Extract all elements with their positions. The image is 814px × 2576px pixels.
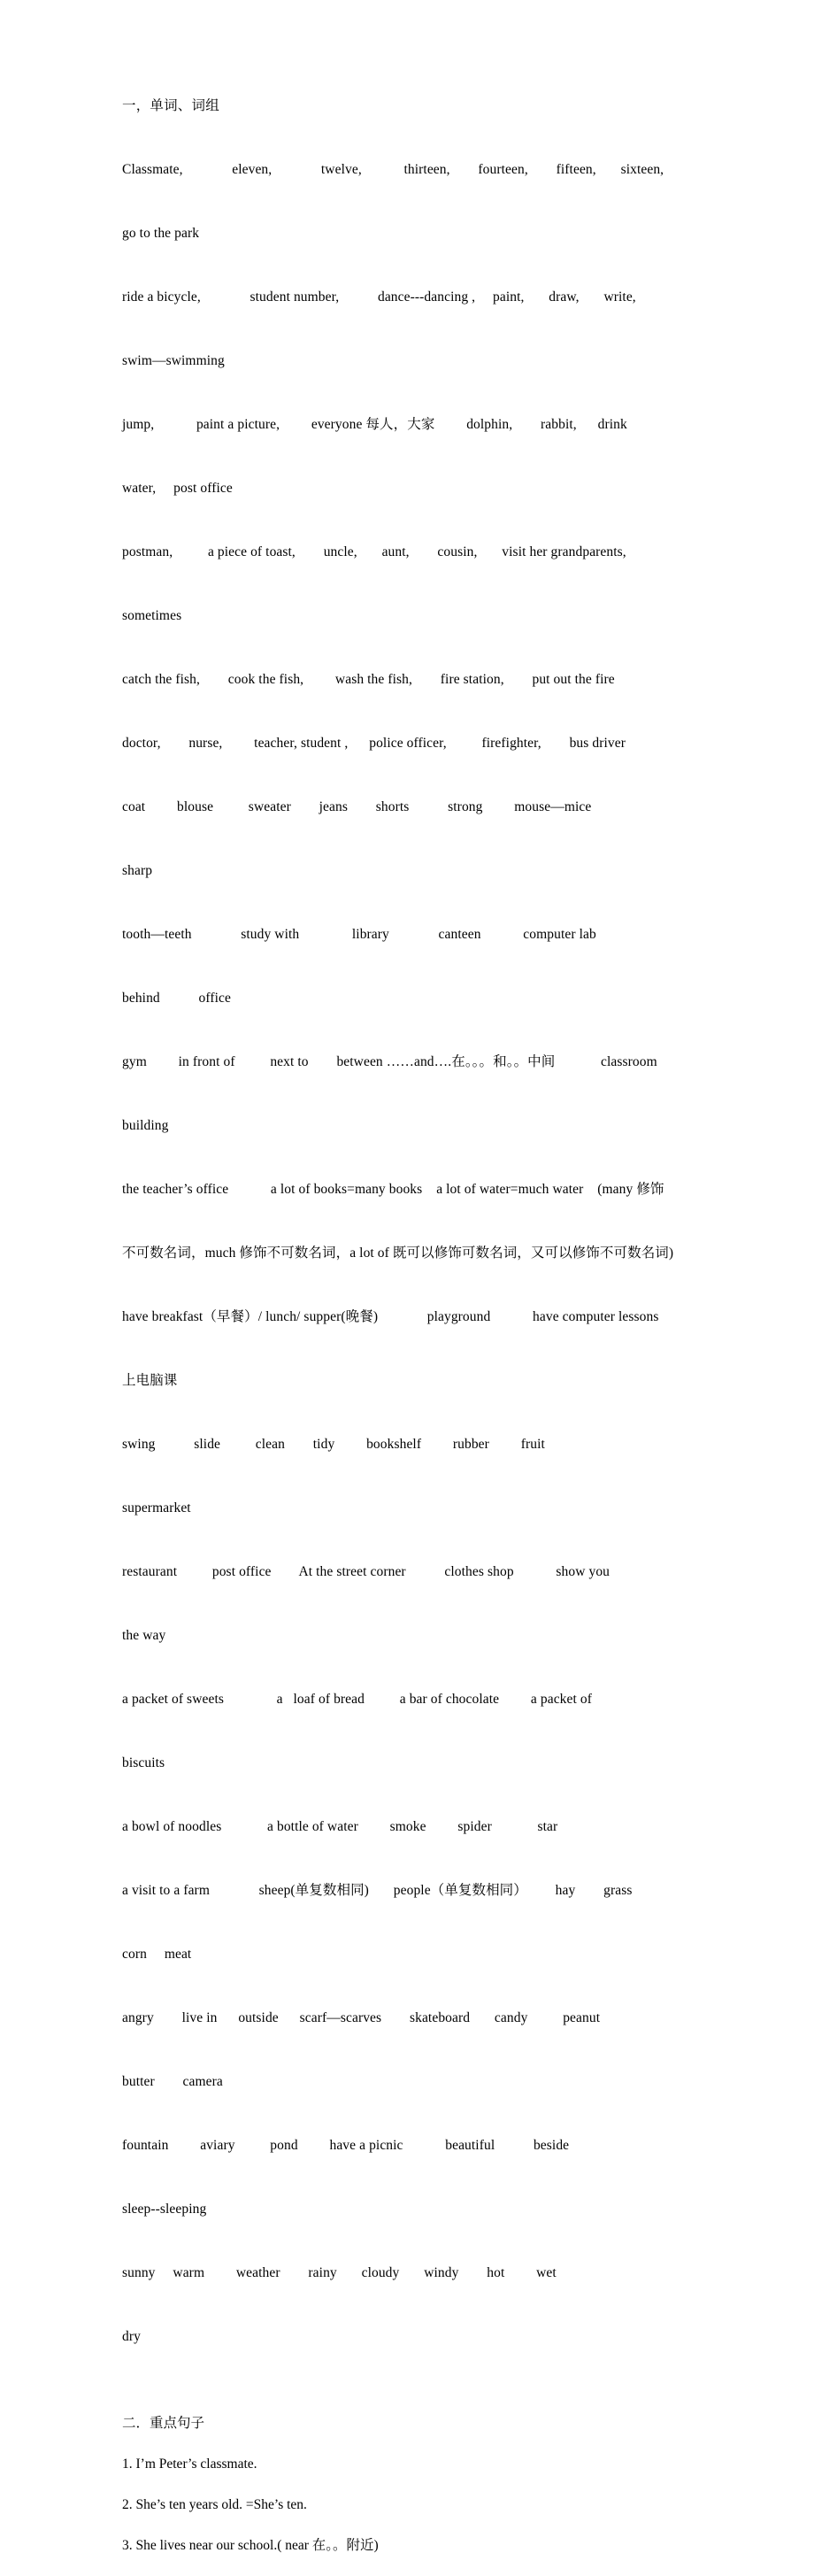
vocab-line: sharp: [122, 863, 153, 878]
vocab-line: have breakfast（早餐）/ lunch/ supper(晚餐) playground have computer lessons: [122, 1309, 659, 1324]
sentence-item: 2. She’s ten years old. =She’s ten.: [122, 2497, 307, 2512]
vocab-line: biscuits: [122, 1755, 165, 1770]
vocab-line: dry: [122, 2329, 141, 2344]
vocab-line: swing slide clean tidy bookshelf rubber fruit: [122, 1437, 545, 1452]
vocab-line: fountain aviary pond have a picnic beautiful beside: [122, 2138, 570, 2153]
vocab-line: corn meat: [122, 1947, 192, 1962]
vocab-line: butter camera: [122, 2074, 223, 2089]
vocab-line: building: [122, 1118, 169, 1133]
section-two-heading: 二．重点句子: [122, 2416, 205, 2431]
vocab-line: the way: [122, 1628, 166, 1643]
vocab-line: postman, a piece of toast, uncle, aunt, cousin, visit her grandparents,: [122, 544, 626, 559]
vocab-line: angry live in outside scarf—scarves skateboard candy peanut: [122, 2010, 601, 2025]
vocab-line: a visit to a farm sheep(单复数相同) people（单复数相同） hay grass: [122, 1883, 633, 1898]
vocab-line: tooth—teeth study with library canteen computer lab: [122, 927, 596, 942]
vocabulary-list: [122, 117, 717, 2390]
vocab-line: sunny warm weather rainy cloudy windy hot wet: [122, 2265, 557, 2280]
vocab-line: 上电脑课: [122, 1373, 178, 1388]
vocab-line: go to the park: [122, 226, 200, 241]
vocab-line: sleep--sleeping: [122, 2202, 207, 2217]
vocab-line: jump, paint a picture, everyone 每人，大家 dolphin, rabbit, drink: [122, 417, 627, 432]
vocab-line: coat blouse sweater jeans shorts strong mouse—mice: [122, 799, 592, 814]
sentence-item: 3. She lives near our school.( near 在。。附近): [122, 2538, 379, 2553]
vocab-line: Classmate, eleven, twelve, thirteen, fourteen, fifteen, sixteen,: [122, 162, 664, 177]
vocab-line: water, post office: [122, 481, 233, 496]
sentence-item: 1. I’m Peter’s classmate.: [122, 2456, 257, 2472]
vocab-line: behind office: [122, 991, 231, 1006]
vocab-line: restaurant post office At the street corner clothes shop show you: [122, 1564, 610, 1579]
vocab-line: swim—swimming: [122, 353, 225, 368]
vocab-line: catch the fish, cook the fish, wash the fish, fire station, put out the fire: [122, 672, 615, 687]
vocab-line: supermarket: [122, 1500, 191, 1516]
vocab-line: a packet of sweets a loaf of bread a bar of chocolate a packet of: [122, 1692, 592, 1707]
vocab-line: doctor, nurse, teacher, student , police officer, firefighter, bus driver: [122, 736, 626, 751]
key-sentences-list: [122, 2454, 717, 2557]
document-content: [122, 96, 717, 2576]
section-one-heading: 一，单词、词组: [122, 98, 219, 113]
vocab-line: ride a bicycle, student number, dance---dancing , paint, draw, write,: [122, 289, 636, 305]
section-spacer: [122, 2390, 717, 2413]
vocab-line: the teacher’s office a lot of books=many books a lot of water=much water (many 修饰: [122, 1182, 664, 1197]
vocab-line: gym in front of next to between ……and….在。。。和。。中间 classroom: [122, 1054, 657, 1069]
vocab-line: 不可数名词，much 修饰不可数名词，a lot of 既可以修饰可数名词，又可以修饰不可数名词): [122, 1246, 674, 1261]
vocab-line: a bowl of noodles a bottle of water smoke spider star: [122, 1819, 558, 1834]
vocab-line: sometimes: [122, 608, 182, 623]
